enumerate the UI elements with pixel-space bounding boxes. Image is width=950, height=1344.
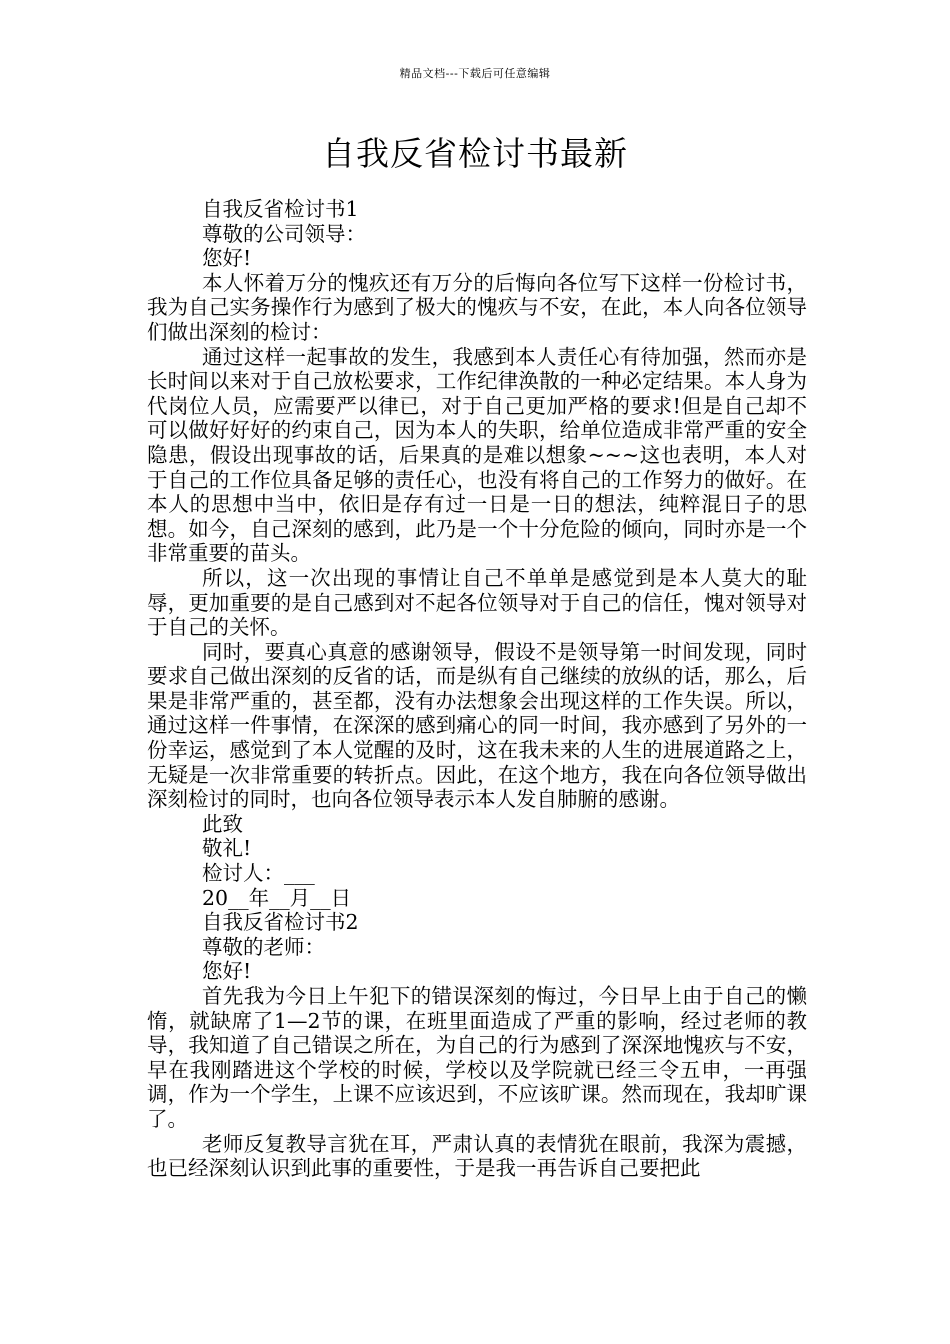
salutation-2: 尊敬的老师： (202, 934, 325, 959)
paragraph-1-3: 所以，这一次出现的事情让自己不单单是感觉到是本人莫大的耻辱，更加重要的是自己感到对不起各位领导对于自己的信任，愧对领导对于自己的关怀。 (147, 565, 807, 640)
paragraph-1-1: 本人怀着万分的愧疚还有万分的后悔向各位写下这样一份检讨书，我为自己实务操作行为感到了极大的愧疚与不安，在此，本人向各位领导们做出深刻的检讨： (147, 270, 807, 344)
greeting-2: 您好! (202, 959, 252, 984)
document-title: 自我反省检讨书最新 (322, 134, 628, 173)
closing-line-2: 敬礼! (202, 836, 252, 861)
paragraph-1-4: 同时，要真心真意的感谢领导，假设不是领导第一时间发现，同时要求自己做出深刻的反省的话，而是纵有自己继续的放纵的话，那么，后果是非常严重的，甚至都，没有办法想象会出现这样的工作失误。所以，通过这样一件事情，在深深的感到痛心的同一时间，我亦感到了另外的一份幸运，感觉到了本人觉醒的及时，这在我未来的人生的进展道路之上，无疑是一次非常重要的转折点。因此，在这个地方，我在向各位领导做出深刻检讨的同时，也向各位领导表示本人发自肺腑的感谢。 (147, 639, 807, 812)
page-header: 精品文档---下载后可任意编辑 (399, 67, 551, 80)
date-line: 20__年__月__日 (202, 885, 352, 910)
salutation-1: 尊敬的公司领导： (202, 221, 366, 246)
paragraph-1-2: 通过这样一起事故的发生，我感到本人责任心有待加强，然而亦是长时间以来对于自己放松要求，工作纪律涣散的一种必定结果。本人身为代岗位人员，应需要严以律已，对于自己更加严格的要求!但是自己却不可以做好好好的约束自己，因为本人的失职，给单位造成非常严重的安全隐患，假设出现事故的话，后果真的是难以想象~~~这也表明，本人对于自己的工作位具备足够的责任心，也没有将自己的工作努力的做好。在本人的思想中当中，依旧是存有过一日是一日的想法，纯粹混日子的思想。如今，自己深刻的感到，此乃是一个十分危险的倾向，同时亦是一个非常重要的苗头。 (147, 344, 807, 566)
paragraph-2-1: 首先我为今日上午犯下的错误深刻的悔过，今日早上由于自己的懒惰，就缺席了1—2节的课，在班里面造成了严重的影响，经过老师的教导，我知道了自己错误之所在，为自己的行为感到了深深地愧疚与不安，早在我刚踏进这个学校的时候，学校以及学院就已经三令五申，一再强调，作为一个学生，上课不应该迟到，不应该旷课。然而现在，我却旷课了。 (147, 984, 807, 1131)
section-heading-1: 自我反省检讨书1 (202, 197, 359, 221)
section-heading-2: 自我反省检讨书2 (202, 910, 359, 935)
document-body (147, 197, 807, 1181)
paragraph-2-2: 老师反复教导言犹在耳，严肃认真的表情犹在眼前，我深为震撼，也已经深刻认识到此事的重要性，于是我一再告诉自己要把此 (147, 1131, 807, 1181)
greeting-1: 您好! (202, 246, 252, 271)
closing-line-1: 此致 (202, 811, 243, 836)
signature-line: 检讨人：___ (202, 861, 315, 886)
